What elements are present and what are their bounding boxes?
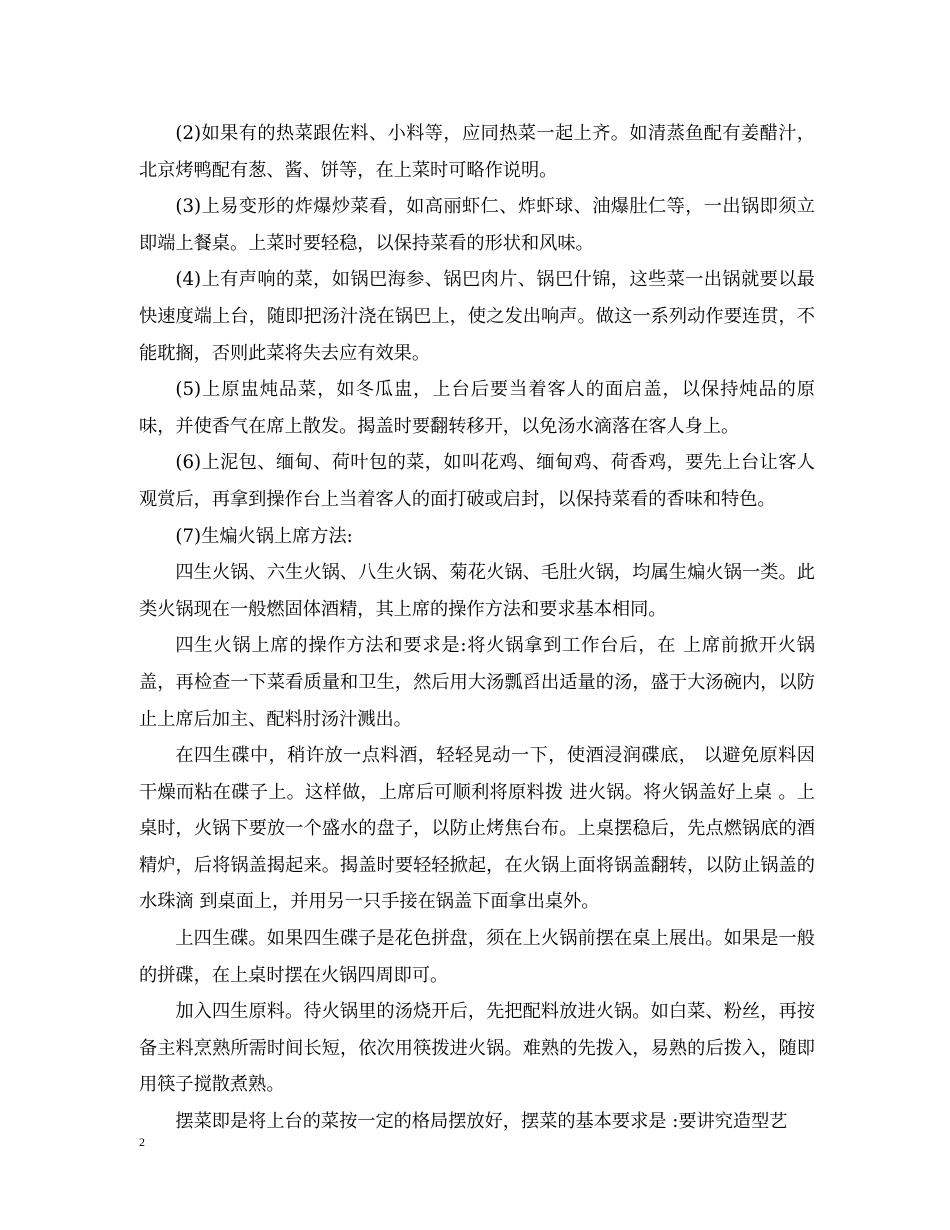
document-body	[139, 116, 815, 1141]
paragraph: 加入四生原料。待火锅里的汤烧开后，先把配料放进火锅。如白菜、粉丝，再按备主料烹熟所需时间长短，依次用筷拨进火锅。难熟的先拨入，易熟的后拨入，随即用筷子搅散煮熟。	[139, 1001, 815, 1096]
paragraph: (6)上泥包、缅甸、荷叶包的菜，如叫花鸡、缅甸鸡、荷香鸡，要先上台让客人观赏后，再拿到操作台上当着客人的面打破或启封，以保持菜看的香味和特色。	[139, 452, 815, 510]
paragraph: 上四生碟。如果四生碟子是花色拼盘，须在上火锅前摆在桌上展出。如果是一般的拼碟，在上桌时摆在火锅四周即可。	[139, 928, 815, 986]
paragraph: 四生火锅上席的操作方法和要求是:将火锅拿到工作台后，在 上席前掀开火锅盖，再检查一下菜看质量和卫生，然后用大汤瓢舀出适量的汤，盛于大汤碗内，以防止上席后加主、配料肘汤汁溅出。	[139, 635, 815, 730]
paragraph: 四生火锅、六生火锅、八生火锅、菊花火锅、毛肚火锅，均属生煸火锅一类。此类火锅现在一般燃固体酒精，其上席的操作方法和要求基本相同。	[139, 562, 815, 620]
paragraph: (5)上原盅炖品菜，如冬瓜盅，上台后要当着客人的面启盖，以保持炖品的原味，并使香气在席上散发。揭盖时要翻转移开，以免汤水滴落在客人身上。	[139, 379, 815, 437]
paragraph: (3)上易变形的炸爆炒菜看，如高丽虾仁、炸虾球、油爆肚仁等，一出锅即须立即端上餐桌。上菜时要轻稳，以保持菜看的形状和风味。	[139, 196, 815, 254]
paragraph: (7)生煸火锅上席方法:	[175, 525, 353, 547]
paragraph: (2)如果有的热菜跟佐料、小料等，应同热菜一起上齐。如清蒸鱼配有姜醋汁，北京烤鸭配有葱、酱、饼等，在上菜时可略作说明。	[139, 123, 815, 181]
paragraph: 摆菜即是将上台的菜按一定的格局摆放好，摆菜的基本要求是 :要讲究造型艺	[175, 1111, 788, 1133]
page-number: 2	[139, 1135, 145, 1149]
paragraph: (4)上有声响的菜，如锅巴海参、锅巴肉片、锅巴什锦，这些菜一出锅就要以最快速度端上台，随即把汤汁浇在锅巴上，使之发出响声。做这一系列动作要连贯，不能耽搁，否则此菜将失去应有效果。	[139, 269, 815, 364]
paragraph: 在四生碟中，稍许放一点料酒，轻轻晃动一下，使酒浸润碟底， 以避免原料因干燥而粘在碟子上。这样做，上席后可顺利将原料拨 进火锅。将火锅盖好上桌 。上桌时，火锅下要放一个盛水的盘子，以防止烤焦台布。上桌摆稳后，先点燃锅底的酒精炉，后将锅盖揭起来。揭盖时要轻轻掀起，在火锅上面将锅盖翻转，以防止锅盖的水珠滴 到桌面上，并用另一只手接在锅盖下面拿出桌外。	[139, 745, 815, 913]
